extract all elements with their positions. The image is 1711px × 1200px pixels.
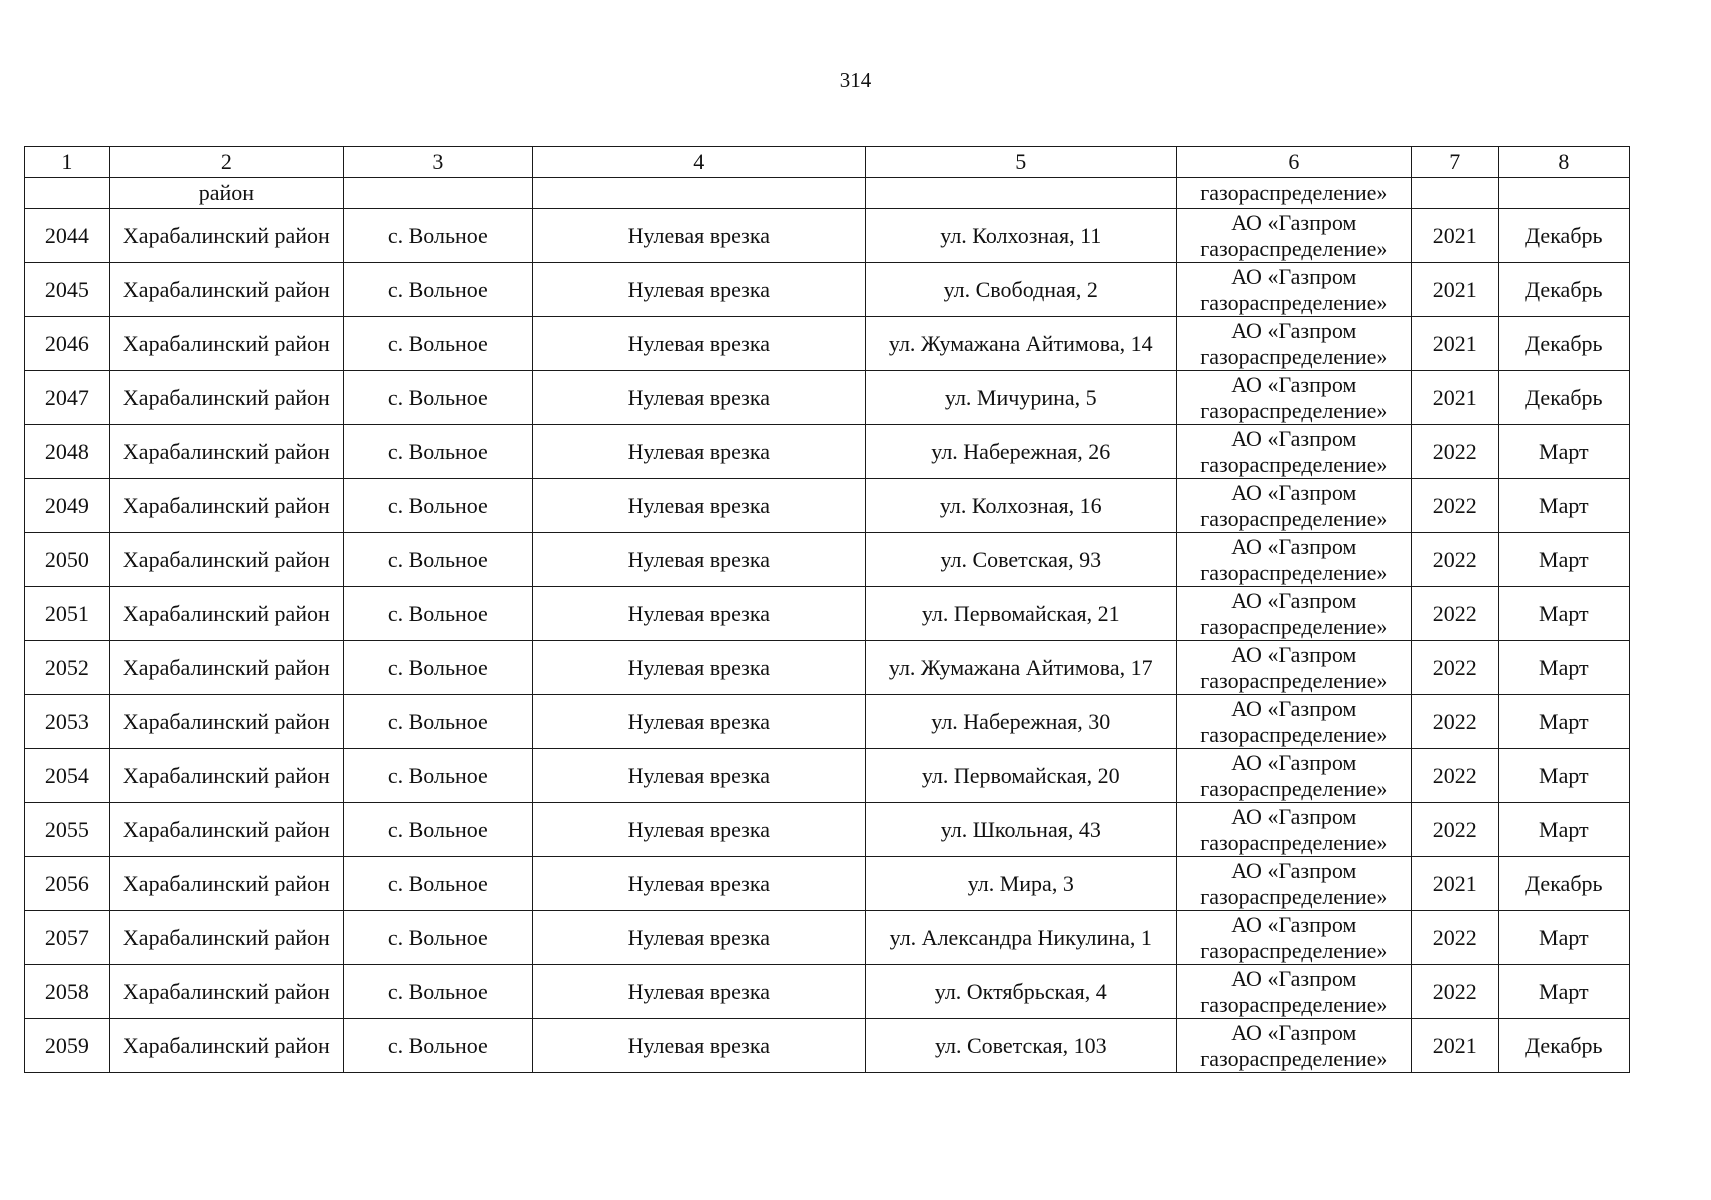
organization-cell: АО «Газпром газораспределение»: [1176, 803, 1411, 857]
organization-cell: АО «Газпром газораспределение»: [1176, 911, 1411, 965]
village-cell: с. Вольное: [343, 641, 532, 695]
organization-cell: АО «Газпром газораспределение»: [1176, 209, 1411, 263]
month-cell: Декабрь: [1498, 209, 1629, 263]
connection-type-cell: Нулевая врезка: [532, 749, 865, 803]
year-cell: 2021: [1411, 209, 1498, 263]
year-cell: 2022: [1411, 965, 1498, 1019]
connection-type-cell: Нулевая врезка: [532, 695, 865, 749]
district-cell: Харабалинский район: [109, 695, 343, 749]
village-cell: с. Вольное: [343, 371, 532, 425]
organization-cell: АО «Газпром газораспределение»: [1176, 857, 1411, 911]
district-cell: Харабалинский район: [109, 803, 343, 857]
table-row: [25, 209, 1630, 263]
organization-cell: АО «Газпром газораспределение»: [1176, 533, 1411, 587]
address-cell: ул. Александра Никулина, 1: [865, 911, 1176, 965]
address-cell: ул. Набережная, 30: [865, 695, 1176, 749]
address-cell: ул. Колхозная, 11: [865, 209, 1176, 263]
district-cell: Харабалинский район: [109, 371, 343, 425]
continuation-cell: [1498, 178, 1629, 209]
village-cell: с. Вольное: [343, 533, 532, 587]
village-cell: с. Вольное: [343, 317, 532, 371]
district-cell: Харабалинский район: [109, 857, 343, 911]
organization-cell: АО «Газпром газораспределение»: [1176, 425, 1411, 479]
year-cell: 2022: [1411, 803, 1498, 857]
row-number: 2059: [25, 1019, 110, 1073]
continuation-cell: [532, 178, 865, 209]
row-number: 2048: [25, 425, 110, 479]
district-cell: Харабалинский район: [109, 317, 343, 371]
village-cell: с. Вольное: [343, 479, 532, 533]
month-cell: Март: [1498, 803, 1629, 857]
connection-type-cell: Нулевая врезка: [532, 317, 865, 371]
connection-type-cell: Нулевая врезка: [532, 587, 865, 641]
village-cell: с. Вольное: [343, 911, 532, 965]
organization-cell: АО «Газпром газораспределение»: [1176, 317, 1411, 371]
address-cell: ул. Жумажана Айтимова, 14: [865, 317, 1176, 371]
row-number: 2050: [25, 533, 110, 587]
organization-cell: АО «Газпром газораспределение»: [1176, 479, 1411, 533]
year-cell: 2022: [1411, 425, 1498, 479]
organization-cell: АО «Газпром газораспределение»: [1176, 263, 1411, 317]
village-cell: с. Вольное: [343, 857, 532, 911]
district-cell: Харабалинский район: [109, 965, 343, 1019]
organization-cell: АО «Газпром газораспределение»: [1176, 371, 1411, 425]
address-cell: ул. Мира, 3: [865, 857, 1176, 911]
row-number: 2056: [25, 857, 110, 911]
row-number: 2052: [25, 641, 110, 695]
table-row: [25, 1019, 1630, 1073]
row-number: 2047: [25, 371, 110, 425]
village-cell: с. Вольное: [343, 803, 532, 857]
table-row: [25, 641, 1630, 695]
row-number: 2054: [25, 749, 110, 803]
row-number: 2045: [25, 263, 110, 317]
row-number: 2051: [25, 587, 110, 641]
table-row: [25, 533, 1630, 587]
connection-type-cell: Нулевая врезка: [532, 209, 865, 263]
address-cell: ул. Набережная, 26: [865, 425, 1176, 479]
organization-cell: АО «Газпром газораспределение»: [1176, 695, 1411, 749]
district-cell: Харабалинский район: [109, 479, 343, 533]
village-cell: с. Вольное: [343, 425, 532, 479]
header-cell: 8: [1498, 147, 1629, 178]
month-cell: Декабрь: [1498, 371, 1629, 425]
month-cell: Март: [1498, 533, 1629, 587]
connection-type-cell: Нулевая врезка: [532, 479, 865, 533]
address-cell: ул. Свободная, 2: [865, 263, 1176, 317]
header-row: [25, 147, 1630, 178]
year-cell: 2022: [1411, 641, 1498, 695]
header-cell: 1: [25, 147, 110, 178]
header-cell: 6: [1176, 147, 1411, 178]
month-cell: Декабрь: [1498, 1019, 1629, 1073]
organization-cell: АО «Газпром газораспределение»: [1176, 641, 1411, 695]
year-cell: 2021: [1411, 317, 1498, 371]
organization-cell: АО «Газпром газораспределение»: [1176, 1019, 1411, 1073]
district-cell: Харабалинский район: [109, 263, 343, 317]
village-cell: с. Вольное: [343, 749, 532, 803]
district-cell: Харабалинский район: [109, 533, 343, 587]
connection-type-cell: Нулевая врезка: [532, 425, 865, 479]
continuation-cell: район: [109, 178, 343, 209]
connection-type-cell: Нулевая врезка: [532, 641, 865, 695]
village-cell: с. Вольное: [343, 263, 532, 317]
year-cell: 2021: [1411, 857, 1498, 911]
address-cell: ул. Советская, 103: [865, 1019, 1176, 1073]
month-cell: Март: [1498, 641, 1629, 695]
month-cell: Март: [1498, 749, 1629, 803]
table-row: [25, 317, 1630, 371]
table-row: [25, 425, 1630, 479]
organization-cell: АО «Газпром газораспределение»: [1176, 587, 1411, 641]
continuation-cell: [25, 178, 110, 209]
header-cell: 2: [109, 147, 343, 178]
district-cell: Харабалинский район: [109, 641, 343, 695]
table-row: [25, 479, 1630, 533]
month-cell: Март: [1498, 587, 1629, 641]
month-cell: Март: [1498, 965, 1629, 1019]
address-cell: ул. Первомайская, 21: [865, 587, 1176, 641]
year-cell: 2021: [1411, 371, 1498, 425]
row-number: 2053: [25, 695, 110, 749]
connection-type-cell: Нулевая врезка: [532, 1019, 865, 1073]
table-row: [25, 911, 1630, 965]
continuation-cell: [865, 178, 1176, 209]
year-cell: 2022: [1411, 911, 1498, 965]
table-row: [25, 371, 1630, 425]
address-cell: ул. Октябрьская, 4: [865, 965, 1176, 1019]
village-cell: с. Вольное: [343, 695, 532, 749]
district-cell: Харабалинский район: [109, 1019, 343, 1073]
row-number: 2058: [25, 965, 110, 1019]
month-cell: Декабрь: [1498, 857, 1629, 911]
year-cell: 2022: [1411, 479, 1498, 533]
address-cell: ул. Колхозная, 16: [865, 479, 1176, 533]
header-cell: 7: [1411, 147, 1498, 178]
year-cell: 2022: [1411, 695, 1498, 749]
register-table: [24, 146, 1630, 1073]
district-cell: Харабалинский район: [109, 749, 343, 803]
row-number: 2049: [25, 479, 110, 533]
district-cell: Харабалинский район: [109, 587, 343, 641]
row-number: 2046: [25, 317, 110, 371]
continuation-cell: газораспределение»: [1176, 178, 1411, 209]
year-cell: 2021: [1411, 263, 1498, 317]
connection-type-cell: Нулевая врезка: [532, 803, 865, 857]
year-cell: 2022: [1411, 533, 1498, 587]
connection-type-cell: Нулевая врезка: [532, 911, 865, 965]
header-cell: 3: [343, 147, 532, 178]
header-cell: 4: [532, 147, 865, 178]
table-row: [25, 749, 1630, 803]
address-cell: ул. Жумажана Айтимова, 17: [865, 641, 1176, 695]
month-cell: Март: [1498, 479, 1629, 533]
district-cell: Харабалинский район: [109, 425, 343, 479]
header-cell: 5: [865, 147, 1176, 178]
year-cell: 2021: [1411, 1019, 1498, 1073]
table-row: [25, 587, 1630, 641]
continuation-row: [25, 178, 1630, 209]
address-cell: ул. Школьная, 43: [865, 803, 1176, 857]
row-number: 2055: [25, 803, 110, 857]
continuation-cell: [1411, 178, 1498, 209]
month-cell: Март: [1498, 695, 1629, 749]
month-cell: Декабрь: [1498, 317, 1629, 371]
page-number: 314: [839, 68, 872, 92]
month-cell: Март: [1498, 911, 1629, 965]
connection-type-cell: Нулевая врезка: [532, 857, 865, 911]
table-row: [25, 965, 1630, 1019]
village-cell: с. Вольное: [343, 209, 532, 263]
month-cell: Март: [1498, 425, 1629, 479]
address-cell: ул. Советская, 93: [865, 533, 1176, 587]
address-cell: ул. Первомайская, 20: [865, 749, 1176, 803]
table-row: [25, 857, 1630, 911]
connection-type-cell: Нулевая врезка: [532, 371, 865, 425]
row-number: 2044: [25, 209, 110, 263]
organization-cell: АО «Газпром газораспределение»: [1176, 749, 1411, 803]
district-cell: Харабалинский район: [109, 209, 343, 263]
village-cell: с. Вольное: [343, 587, 532, 641]
row-number: 2057: [25, 911, 110, 965]
address-cell: ул. Мичурина, 5: [865, 371, 1176, 425]
connection-type-cell: Нулевая врезка: [532, 965, 865, 1019]
continuation-cell: [343, 178, 532, 209]
connection-type-cell: Нулевая врезка: [532, 533, 865, 587]
village-cell: с. Вольное: [343, 965, 532, 1019]
village-cell: с. Вольное: [343, 1019, 532, 1073]
month-cell: Декабрь: [1498, 263, 1629, 317]
year-cell: 2022: [1411, 749, 1498, 803]
table-row: [25, 263, 1630, 317]
table-row: [25, 803, 1630, 857]
district-cell: Харабалинский район: [109, 911, 343, 965]
table-row: [25, 695, 1630, 749]
organization-cell: АО «Газпром газораспределение»: [1176, 965, 1411, 1019]
connection-type-cell: Нулевая врезка: [532, 263, 865, 317]
year-cell: 2022: [1411, 587, 1498, 641]
